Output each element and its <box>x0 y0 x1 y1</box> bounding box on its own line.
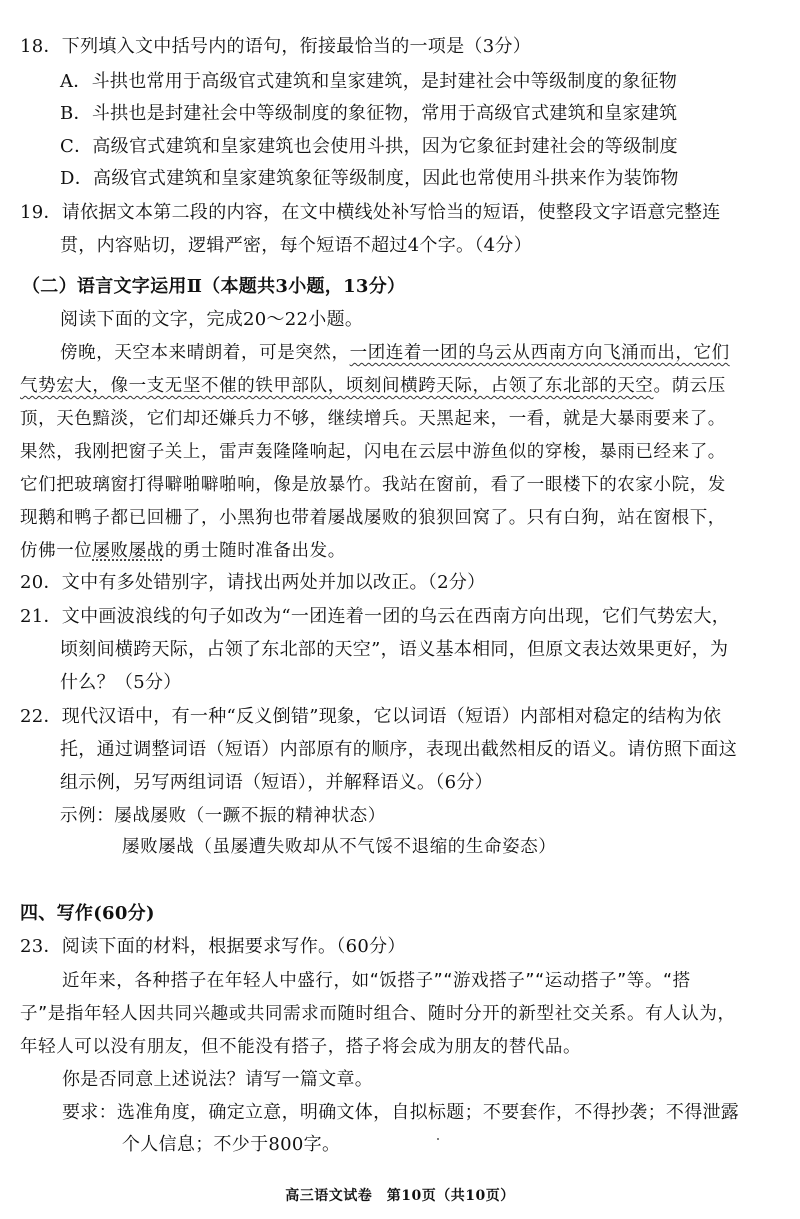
q23-material-line-1: 近年来，各种搭子在年轻人中盛行，如“饭搭子”“游戏搭子”“运动搭子”等。“搭 <box>62 971 691 991</box>
passage-line-4: 果然，我刚把窗子关上，雷声轰隆隆响起，闪电在云层中游鱼似的穿梭，暴雨已经来了。 <box>20 442 726 462</box>
q18-option-c: C．高级官式建筑和皇家建筑也会使用斗拱，因为它象征封建社会的等级制度 <box>60 136 678 157</box>
section-4-heading: 四、写作(60分) <box>20 903 155 924</box>
passage-line-3: 顶，天色黯淡，它们却还嫌兵力不够，继续增兵。天黑起来，一看，就是大暴雨要来了。 <box>20 409 726 429</box>
q21-line-2: 顷刻间横跨天际，占领了东北部的天空”，语义基本相同，但原文表达效果更好，为 <box>60 639 729 660</box>
wavy-underlined-sentence: 一团连着一团的乌云从西南方向飞涌而出，它们 <box>349 343 730 363</box>
section-2-heading: （二）语言文字运用Ⅱ（本题共3小题，13分） <box>22 276 406 297</box>
q21-line-1: 21．文中画波浪线的句子如改为“一团连着一团的乌云在西南方向出现，它们气势宏大， <box>20 606 731 627</box>
q23-requirements-line-1: 要求：选准角度，确定立意，明确文体，自拟标题；不要套作，不得抄袭；不得泄露 <box>62 1102 740 1123</box>
passage-text: 傍晚，天空本来晴朗着，可是突然， <box>60 343 350 363</box>
q18-option-b: B．斗拱也是封建社会中等级制度的象征物，常用于高级官式建筑和皇家建筑 <box>60 103 678 124</box>
q23-prompt: 你是否同意上述说法？请写一篇文章。 <box>62 1069 374 1090</box>
q20-stem: 20．文中有多处错别字，请找出两处并加以改正。（2分） <box>20 572 486 593</box>
passage-line-5: 它们把玻璃窗打得噼啪噼啪响，像是放暴竹。我站在窗前，看了一眼楼下的农家小院，发 <box>20 475 726 495</box>
q18-option-d: D．高级官式建筑和皇家建筑象征等级制度，因此也常使用斗拱来作为装饰物 <box>60 168 679 189</box>
section-2-instruction: 阅读下面的文字，完成20～22小题。 <box>60 309 364 330</box>
q18-option-a: A．斗拱也常用于高级官式建筑和皇家建筑，是封建社会中等级制度的象征物 <box>60 71 678 92</box>
q23-material-line-3: 年轻人可以没有朋友，但不能没有搭子，搭子将会成为朋友的替代品。 <box>20 1037 582 1057</box>
page-footer: 高三语文试卷 第10页（共10页） <box>285 1188 515 1204</box>
passage-line-7 <box>20 540 346 562</box>
dotted-emphasis-phrase: 屡败屡战 <box>92 541 165 561</box>
q21-line-3: 什么？（5分） <box>60 672 182 693</box>
scan-speck <box>437 1138 439 1140</box>
q23-material-line-2: 子”是指年轻人因共同兴趣或共同需求而随时组合、随时分开的新型社交关系。有人认为， <box>20 1004 736 1024</box>
q19-line-1: 19．请依据文本第二段的内容，在文中横线处补写恰当的短语，使整段文字语意完整连 <box>20 202 721 223</box>
passage-line-1 <box>60 342 730 364</box>
q23-requirements-line-2: 个人信息；不少于800字。 <box>122 1134 341 1155</box>
q22-line-2: 托，通过调整词语（短语）内部原有的顺序，表现出截然相反的语义。请仿照下面这 <box>60 739 738 760</box>
q22-example-2: 屡败屡战（虽屡遭失败却从不气馁不退缩的生命姿态） <box>122 837 557 857</box>
passage-line-6: 现鹅和鸭子都已回栅了，小黑狗也带着屡战屡败的狼狈回窝了。只有白狗，站在窗根下， <box>20 508 726 528</box>
q23-stem: 23．阅读下面的材料，根据要求写作。（60分） <box>20 936 406 957</box>
q22-line-1: 22．现代汉语中，有一种“反义倒错”现象，它以词语（短语）内部相对稳定的结构为依 <box>20 706 722 727</box>
passage-text: 仿佛一位 <box>20 541 93 561</box>
passage-text: 的勇士随时准备出发。 <box>164 541 346 561</box>
passage-text: 。荫云压 <box>653 376 726 396</box>
wavy-underlined-sentence: 气势宏大，像一支无坚不催的铁甲部队，顷刻间横跨天际，占领了东北部的天空 <box>20 376 654 396</box>
passage-line-2 <box>20 375 726 397</box>
q22-line-3: 组示例，另写两组词语（短语），并解释语义。（6分） <box>60 772 493 793</box>
q22-example-1: 示例：屡战屡败（一蹶不振的精神状态） <box>60 806 386 826</box>
q19-line-2: 贯，内容贴切，逻辑严密，每个短语不超过4个字。（4分） <box>60 235 533 256</box>
q18-stem: 18．下列填入文中括号内的语句，衔接最恰当的一项是（3分） <box>20 36 532 57</box>
